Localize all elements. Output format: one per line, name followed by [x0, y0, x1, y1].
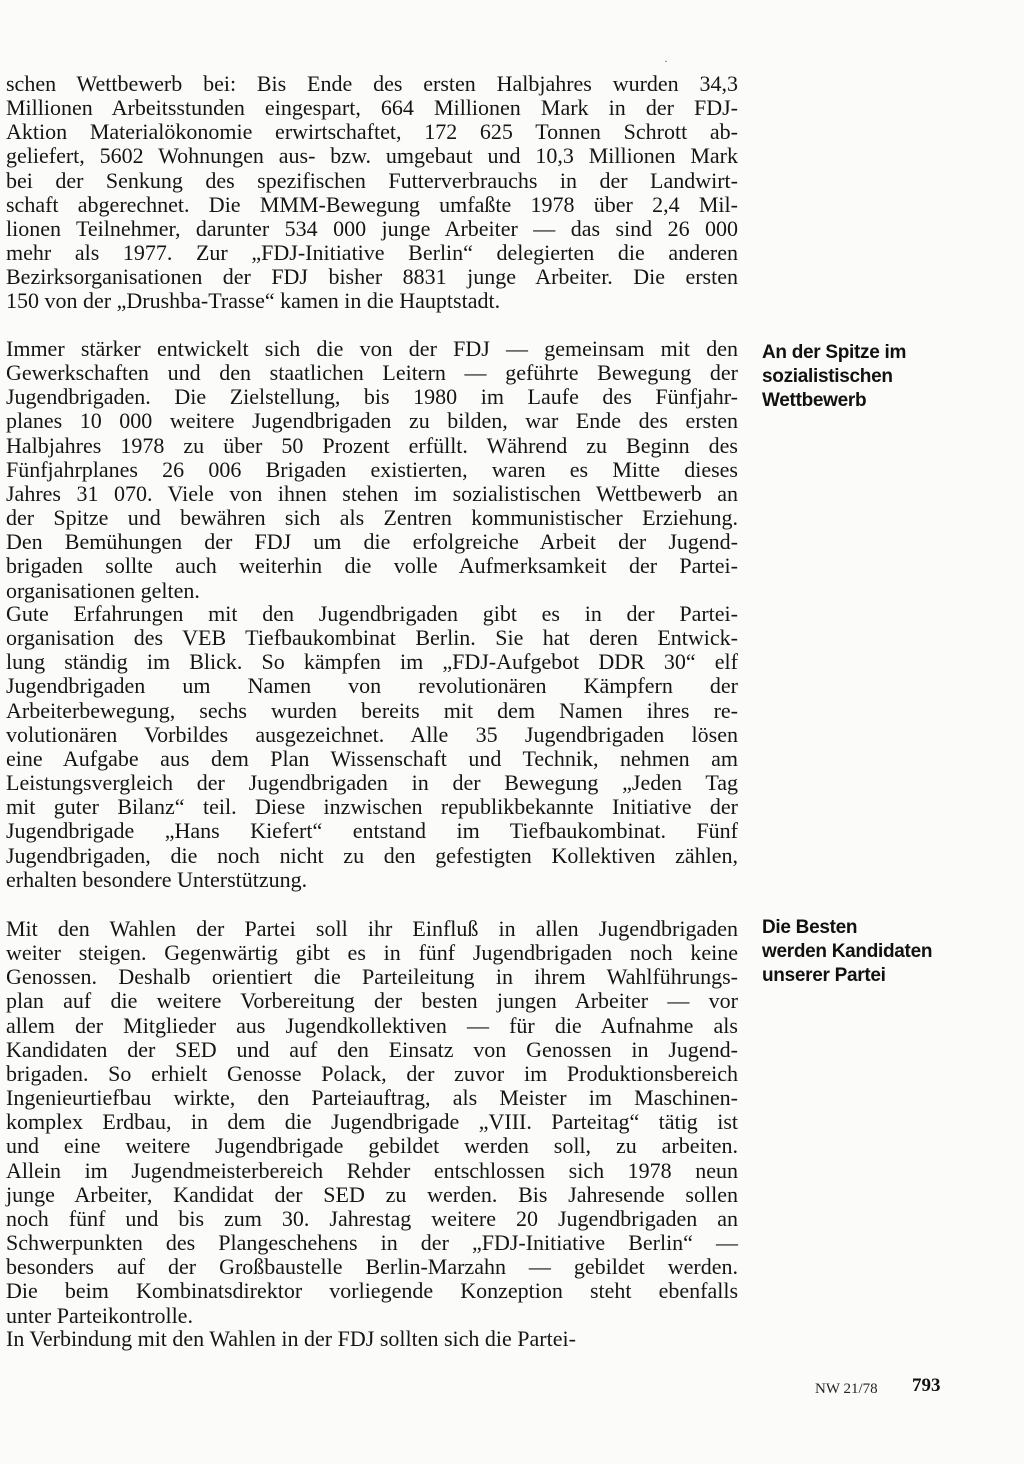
- text-line: besonders auf der Großbaustelle Berlin-Marzahn — gebildet werden.: [6, 1254, 738, 1280]
- text-line: lung ständig im Blick. So kämpfen im „FDJ-Aufgebot DDR 30“ elf: [6, 649, 738, 675]
- text-line: organisationen gelten.: [6, 577, 200, 603]
- text-line: schaft abgerechnet. Die MMM-Bewegung umfaßte 1978 über 2,4 Mil-: [6, 191, 738, 217]
- text-line: Jugendbrigaden um Namen von revolutionären Kämpfern der: [6, 673, 738, 699]
- text-line: Ingenieurtiefbau wirkte, den Parteiauftrag, als Meister im Maschinen-: [6, 1085, 738, 1111]
- text-line: Bezirksorganisationen der FDJ bisher 8831 junge Arbeiter. Die ersten: [6, 264, 738, 290]
- text-line: bei der Senkung des spezifischen Futterverbrauchs in der Landwirt-: [6, 167, 738, 193]
- margin-heading-spitze: [762, 341, 982, 413]
- text-line: der Spitze und bewähren sich als Zentren kommunistischer Erziehung.: [6, 505, 738, 531]
- paragraph-5: [6, 1327, 738, 1351]
- text-line: eine Aufgabe aus dem Plan Wissenschaft und Technik, nehmen am: [6, 745, 738, 771]
- text-line: Kandidaten der SED und auf den Einsatz von Genossen in Jugend-: [6, 1036, 738, 1062]
- paragraph-2: [6, 337, 738, 603]
- text-line: Den Bemühungen der FDJ um die erfolgreiche Arbeit der Jugend-: [6, 529, 738, 555]
- text-line: Jugendbrigaden, die noch nicht zu den gefestigten Kollektiven zählen,: [6, 842, 738, 868]
- text-line: mehr als 1977. Zur „FDJ-Initiative Berlin“ delegierten die anderen: [6, 240, 738, 266]
- page-number: 793: [912, 1375, 941, 1396]
- text-line: noch fünf und bis zum 30. Jahrestag weitere 20 Jugendbrigaden an: [6, 1205, 738, 1231]
- paragraph-3: [6, 602, 738, 892]
- text-line: volutionären Vorbildes ausgezeichnet. Alle 35 Jugendbrigaden lösen: [6, 721, 738, 747]
- text-line: und eine weitere Jugendbrigade gebildet werden soll, zu arbeiten.: [6, 1133, 738, 1159]
- text-line: Gewerkschaften und den staatlichen Leitern — geführte Bewegung der: [6, 360, 738, 386]
- text-line: Mit den Wahlen der Partei soll ihr Einfluß in allen Jugendbrigaden: [6, 916, 738, 941]
- margin-heading-line: An der Spitze im: [762, 342, 907, 363]
- text-line: Immer stärker entwickelt sich die von der FDJ — gemeinsam mit den: [6, 336, 738, 361]
- text-line: Millionen Arbeitsstunden eingespart, 664 Millionen Mark in der FDJ-: [6, 95, 738, 121]
- text-line: komplex Erdbau, in dem die Jugendbrigade „VIII. Parteitag“ tätig ist: [6, 1109, 738, 1135]
- text-line: Genossen. Deshalb orientiert die Parteileitung in ihrem Wahlführungs-: [6, 964, 738, 990]
- text-line: allem der Mitglieder aus Jugendkollektiven — für die Aufnahme als: [6, 1012, 738, 1038]
- text-line: lionen Teilnehmer, darunter 534 000 junge Arbeiter — das sind 26 000: [6, 215, 738, 241]
- text-line: Die beim Kombinatsdirektor vorliegende Konzeption steht ebenfalls: [6, 1278, 738, 1304]
- text-line: Jahres 31 070. Viele von ihnen stehen im sozialistischen Wettbewerb an: [6, 480, 738, 506]
- margin-heading-besten: [762, 916, 982, 988]
- text-line: Leistungsvergleich der Jugendbrigaden in der Bewegung „Jeden Tag: [6, 770, 738, 796]
- text-line: organisation des VEB Tiefbaukombinat Berlin. Sie hat deren Entwick-: [6, 625, 738, 651]
- paragraph-1: [6, 72, 738, 314]
- issue-reference: NW 21/78: [815, 1381, 878, 1397]
- text-line: erhalten besondere Unterstützung.: [6, 866, 308, 892]
- text-line: Fünfjahrplanes 26 006 Brigaden existierten, waren es Mitte dieses: [6, 456, 738, 482]
- text-line: planes 10 000 weitere Jugendbrigaden zu bilden, war Ende des ersten: [6, 408, 738, 434]
- text-line: Jugendbrigaden. Die Zielstellung, bis 1980 im Laufe des Fünfjahr-: [6, 384, 738, 410]
- text-line: Schwerpunkten des Plangeschehens in der „FDJ-Initiative Berlin“ —: [6, 1230, 738, 1256]
- print-speck: ·: [664, 54, 668, 68]
- margin-heading-line: Die Besten: [762, 917, 858, 938]
- text-line: unter Parteikontrolle.: [6, 1302, 193, 1328]
- margin-heading-line: unserer Partei: [762, 965, 886, 986]
- text-line: Jugendbrigade „Hans Kiefert“ entstand im Tiefbaukombinat. Fünf: [6, 818, 738, 844]
- text-line: Arbeiterbewegung, sechs wurden bereits mit dem Namen ihres re-: [6, 697, 738, 723]
- text-line: schen Wettbewerb bei: Bis Ende des ersten Halbjahres wurden 34,3: [6, 71, 738, 96]
- text-line: brigaden. So erhielt Genosse Polack, der zuvor im Produktionsbereich: [6, 1060, 738, 1086]
- text-line: weiter steigen. Gegenwärtig gibt es in fünf Jugendbrigaden noch keine: [6, 940, 738, 966]
- text-line: In Verbindung mit den Wahlen in der FDJ sollten sich die Partei-: [6, 1326, 576, 1351]
- margin-heading-line: sozialistischen: [762, 366, 893, 387]
- text-line: geliefert, 5602 Wohnungen aus- bzw. umgebaut und 10,3 Millionen Mark: [6, 143, 738, 169]
- text-line: Allein im Jugendmeisterbereich Rehder entschlossen sich 1978 neun: [6, 1157, 738, 1183]
- text-line: brigaden sollte auch weiterhin die volle Aufmerksamkeit der Partei-: [6, 553, 738, 579]
- text-line: Gute Erfahrungen mit den Jugendbrigaden gibt es in der Partei-: [6, 601, 738, 626]
- text-line: Halbjahres 1978 zu über 50 Prozent erfüllt. Während zu Beginn des: [6, 432, 738, 458]
- margin-heading-line: werden Kandidaten: [762, 941, 933, 962]
- text-line: 150 von der „Drushba-Trasse“ kamen in die Hauptstadt.: [6, 288, 501, 314]
- margin-heading-line: Wettbewerb: [762, 390, 867, 411]
- text-line: mit guter Bilanz“ teil. Diese inzwischen republikbekannte Initiative der: [6, 794, 738, 820]
- text-line: junge Arbeiter, Kandidat der SED zu werden. Bis Jahresende sollen: [6, 1181, 738, 1207]
- paragraph-4: [6, 917, 738, 1328]
- text-line: Aktion Materialökonomie erwirtschaftet, 172 625 Tonnen Schrott ab-: [6, 119, 738, 145]
- text-line: plan auf die weitere Vorbereitung der besten jungen Arbeiter — vor: [6, 988, 738, 1014]
